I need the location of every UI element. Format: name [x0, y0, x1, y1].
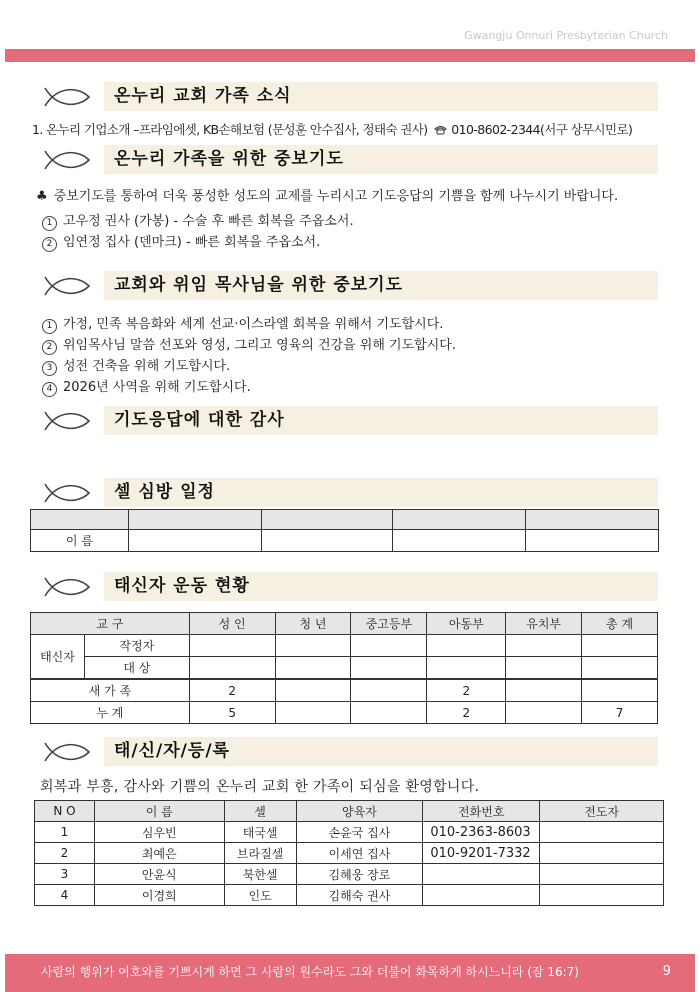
evangelism-table: [30, 612, 658, 724]
fish-icon: [42, 410, 92, 432]
fish-icon: [42, 741, 92, 763]
name-label: 이 름: [31, 530, 129, 552]
header-cell: 중고등부: [351, 613, 427, 635]
table-row: [31, 635, 658, 657]
footer-verse: 사람의 행위가 여호와를 기쁘시게 하면 그 사람의 원수라도 그와 더불어 화목하게 하시느니라 (잠 16:7): [41, 965, 579, 979]
news-item: [32, 120, 632, 138]
section-title: 셀 심방 일정: [104, 478, 658, 507]
row-label: 작정자: [84, 635, 189, 657]
table-row: [31, 530, 659, 552]
circled-number: 2: [42, 237, 57, 252]
section-title: 태신자 운동 현황: [104, 572, 658, 601]
row-label: 누 계: [31, 702, 190, 724]
prayer-item: 2 임연정 집사 (덴마크) - 빠른 회복을 주옵소서.: [42, 231, 320, 252]
circled-number: 3: [42, 361, 57, 376]
registration-table: [34, 800, 664, 906]
fish-icon: [42, 275, 92, 297]
fish-icon: [42, 482, 92, 504]
section-title: 기도응답에 대한 감사: [104, 406, 658, 435]
header-cell: 셀: [224, 801, 296, 822]
section-title: 온누리 교회 가족 소식: [104, 82, 658, 111]
table-row: 새 가 족 2 2: [31, 679, 658, 702]
header-cell: 이 름: [94, 801, 224, 822]
diagonal-header-cell: [31, 510, 129, 530]
row-label: 대 상: [84, 657, 189, 680]
header-cell: N O: [35, 801, 95, 822]
prayer-item: 3 성전 건축을 위해 기도합시다.: [42, 355, 230, 376]
news-item-phone: 010-8602-2344(서구 상무시민로): [451, 122, 633, 137]
header-cell: 아동부: [427, 613, 506, 635]
section-title: 온누리 가족을 위한 중보기도: [104, 145, 658, 174]
fish-icon: [42, 149, 92, 171]
top-accent-bar: [5, 49, 695, 62]
welcome-text: 회복과 부흥, 감사와 기쁨의 온누리 교회 한 가족이 되심을 환영합니다.: [40, 779, 480, 795]
news-item-text: 1. 온누리 기업소개 –프라임에셋, KB손해보험 (문성훈 안수집사, 정태숙 권사): [32, 122, 428, 137]
telephone-icon: [434, 125, 447, 135]
table-row: 누 계 5 2 7: [31, 702, 658, 724]
header-cell: 유치부: [506, 613, 582, 635]
table-row: 3 안윤식 북한셀 김혜웅 장로: [35, 864, 664, 885]
table-row: [31, 510, 659, 530]
circled-number: 2: [42, 340, 57, 355]
church-name: Gwangju Onnuri Presbyterian Church: [464, 29, 668, 42]
prayer-item: 2 위임목사님 말씀 선포와 영성, 그리고 영육의 건강을 위해 기도합시다.: [42, 334, 456, 355]
section-title: 교회와 위임 목사님을 위한 중보기도: [104, 271, 658, 300]
circled-number: 1: [42, 216, 57, 231]
table-row: [31, 657, 658, 680]
header-cell: 양육자: [296, 801, 423, 822]
header-cell: 성 인: [189, 613, 275, 635]
prayer-intro-text: 중보기도를 통하여 더욱 풍성한 성도의 교제를 누리시고 기도응답의 기쁨을 함께 나누시기 바랍니다.: [53, 189, 619, 204]
header-cell: 청 년: [275, 613, 351, 635]
table-row: 1 심우빈 태국셀 손윤국 집사 010-2363-8603: [35, 822, 664, 843]
footer-bar: [5, 954, 695, 992]
table-row: [35, 801, 664, 822]
prayer-item: 1 고우정 권사 (가봉) - 수술 후 빠른 회복을 주옵소서.: [42, 210, 354, 231]
page-number: 9: [662, 964, 671, 979]
header-cell: 전화번호: [423, 801, 540, 822]
circled-number: 4: [42, 382, 57, 397]
cell-visit-table: [30, 509, 659, 552]
header-cell: 총 계: [582, 613, 658, 635]
fish-icon: [42, 576, 92, 598]
circled-number: 1: [42, 319, 57, 334]
table-row: 2 최예은 브라질셀 이세연 집사 010-9201-7332: [35, 843, 664, 864]
section-title: 태/신/자/등/록: [104, 737, 658, 766]
header-cell: 전도자: [540, 801, 664, 822]
header-cell: 교 구: [31, 613, 190, 635]
fish-icon: [42, 86, 92, 108]
table-row: 4 이경희 인도 김해숙 권사: [35, 885, 664, 906]
club-icon: ♣: [36, 189, 48, 204]
prayer-intro: [36, 185, 618, 204]
group-label: 태신자: [31, 635, 85, 680]
row-label: 새 가 족: [31, 679, 190, 702]
prayer-item: 4 2026년 사역을 위해 기도합시다.: [42, 376, 251, 397]
prayer-item: 1 가정, 민족 복음화와 세계 선교·이스라엘 회복을 위해서 기도합시다.: [42, 313, 443, 334]
table-row: [31, 613, 658, 635]
